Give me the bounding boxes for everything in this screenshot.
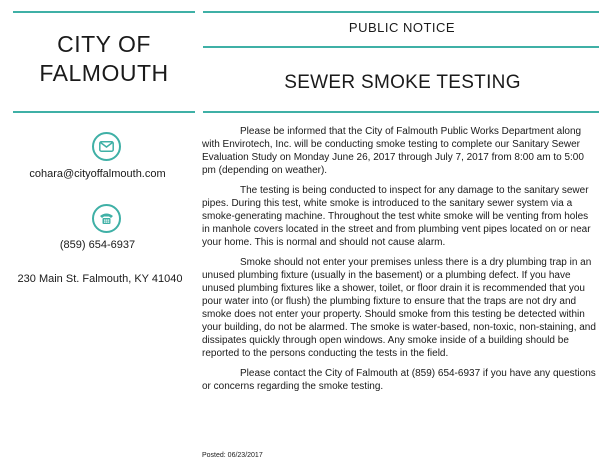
headline-rule bbox=[203, 111, 599, 113]
public-notice-label: PUBLIC NOTICE bbox=[348, 20, 456, 35]
organization-name bbox=[16, 30, 192, 88]
sidebar-bottom-rule bbox=[13, 111, 195, 113]
notice-top-rule bbox=[203, 11, 599, 13]
phone-number[interactable]: (859) 654-6937 bbox=[59, 239, 136, 251]
sidebar-top-rule bbox=[13, 11, 195, 13]
street-address: 230 Main St. Falmouth, KY 41040 bbox=[17, 273, 183, 285]
paragraph-purpose: The testing is being conducted to inspect for any damage to the sanitary sewer pipes. During this test, white smoke is introduced to the sanitary sewer system via a smoke-generating machine. Throughout the test white smoke will be venting from holes in manhole covers located in the street and from plumbing vent pipes located on or near your home. This is normal and should not cause alarm. bbox=[202, 185, 591, 248]
contact-sidebar bbox=[0, 0, 195, 472]
email-address[interactable]: cohara@cityoffalmouth.com bbox=[29, 168, 166, 180]
phone-icon bbox=[92, 204, 121, 233]
org-name-line1: CITY OF bbox=[57, 31, 151, 57]
notice-headline: SEWER SMOKE TESTING bbox=[284, 72, 521, 93]
org-name-line2: FALMOUTH bbox=[39, 60, 169, 86]
posted-date: Posted: 06/23/2017 bbox=[202, 452, 263, 459]
notice-body bbox=[202, 125, 598, 400]
paragraph-precautions: Smoke should not enter your premises unless there is a dry plumbing trap in an unused plumbing fixture (usually in the basement) or a plumbing defect. If you have unused plumbing fixtures like a shower, toilet, or floor drain it is recommended that you pour water into (or flush) the plumbing fixture to ensure that the traps are not dry and smoke does not enter your property. Should smoke from this testing be detected within your building, do not be alarmed. The smoke is water-based, non-toxic, non-staining, and dissipates quickly through open windows. Any smoke inside of a building should be reported to the persons conducting the tests in the field. bbox=[202, 257, 596, 359]
paragraph-contact: Please contact the City of Falmouth at (859) 654-6937 if you have any questions or concerns regarding the smoke testing. bbox=[202, 368, 596, 392]
notice-label-rule bbox=[203, 46, 599, 48]
paragraph-intro: Please be informed that the City of Falmouth Public Works Department along with Envirotech, Inc. will be conducting smoke testing to complete our Sanitary Sewer Evaluation Study on Monday June 26, 2017 through July 7, 2017 from 8:00 am to 5:00 pm (depending on weather). bbox=[202, 126, 584, 176]
envelope-icon bbox=[92, 132, 121, 161]
